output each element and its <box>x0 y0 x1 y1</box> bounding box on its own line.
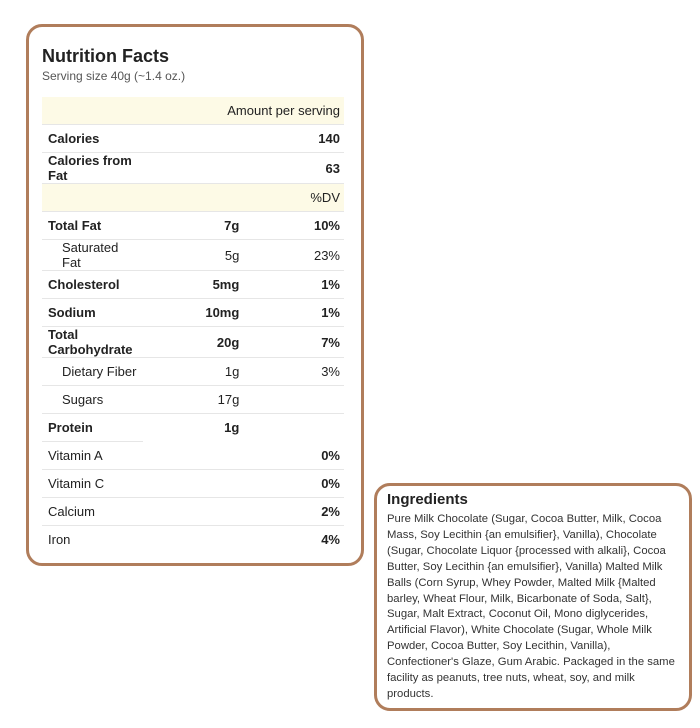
nutrient-row-vitamin-a <box>42 442 344 470</box>
calories-label: Calories <box>42 125 143 153</box>
nutrient-label: Iron <box>48 532 71 547</box>
nutrient-row-sugars <box>42 386 344 414</box>
nutrition-table <box>42 97 344 553</box>
calories-fat-value: 63 <box>143 153 344 184</box>
nutrient-amount: 1g <box>143 358 244 386</box>
nutrient-row-protein <box>42 414 344 442</box>
nutrient-amount <box>143 470 244 498</box>
nutrient-label: Total Carbohydrate <box>42 327 143 358</box>
nutrient-row-total-carbohydrate <box>42 327 344 358</box>
calories-fat-row <box>42 153 344 184</box>
nutrient-label: Cholesterol <box>42 271 143 299</box>
nutrient-label: Dietary Fiber <box>42 358 143 386</box>
amount-per-serving-label: Amount per serving <box>42 97 344 125</box>
nutrient-dv: 0% <box>243 442 344 470</box>
serving-size: Serving size 40g (~1.4 oz.) <box>42 69 186 83</box>
nutrient-row-iron <box>42 526 344 554</box>
nutrient-label: Saturated Fat <box>42 240 143 271</box>
nutrient-amount <box>143 442 244 470</box>
ingredients-title: Ingredients <box>387 491 468 508</box>
nutrient-row-cholesterol <box>42 271 344 299</box>
dv-header-row <box>42 184 344 212</box>
calories-value: 140 <box>143 125 344 153</box>
nutrition-title: Nutrition Facts <box>42 46 170 66</box>
ingredients-card <box>374 483 692 711</box>
nutrient-dv <box>243 386 344 414</box>
nutrient-dv: 23% <box>243 240 344 271</box>
nutrient-row-total-fat <box>42 212 344 240</box>
nutrient-dv: 1% <box>243 271 344 299</box>
nutrient-amount <box>143 498 244 526</box>
nutrient-amount: 1g <box>224 420 240 436</box>
nutrient-dv: 2% <box>243 498 344 526</box>
nutrient-label: Sodium <box>42 299 143 327</box>
nutrient-dv: 0% <box>243 470 344 498</box>
nutrient-amount <box>143 526 244 554</box>
nutrition-facts-card <box>26 24 364 566</box>
nutrient-label: Vitamin A <box>42 442 143 470</box>
nutrient-amount: 20g <box>143 327 244 358</box>
nutrient-dv: 4% <box>321 532 340 547</box>
nutrient-row-calcium <box>42 498 344 526</box>
nutrient-label: Sugars <box>42 386 143 414</box>
nutrient-row-sodium <box>42 299 344 327</box>
nutrient-dv: 7% <box>243 327 344 358</box>
nutrient-dv <box>243 414 344 442</box>
nutrient-label: Calcium <box>42 498 143 526</box>
nutrient-amount: 17g <box>143 386 244 414</box>
nutrient-row-dietary-fiber <box>42 358 344 386</box>
calories-row <box>42 125 344 153</box>
nutrient-row-saturated-fat <box>42 240 344 271</box>
calories-fat-label: Calories from Fat <box>42 153 143 184</box>
nutrient-amount: 7g <box>143 212 244 240</box>
nutrient-amount: 5g <box>143 240 244 271</box>
nutrient-label: Total Fat <box>42 212 143 240</box>
nutrient-amount: 10mg <box>143 299 244 327</box>
nutrient-amount: 5mg <box>143 271 244 299</box>
nutrient-dv: 10% <box>243 212 344 240</box>
nutrient-row-vitamin-c <box>42 470 344 498</box>
nutrient-label: Protein <box>42 414 143 442</box>
dv-header: %DV <box>42 184 344 212</box>
amount-per-serving-row <box>42 97 344 125</box>
ingredients-text: Pure Milk Chocolate (Sugar, Cocoa Butter, Milk, Cocoa Mass, Soy Lecithin {an emulsifier}, Vanilla), Chocolate (Sugar, Chocolate Liquor {processed with alkali}, Cocoa Butter, Soy Lecithin {an emulsifier}, Vanilla) Malted Milk Balls (Corn Syrup, Whey Powder, Malted Milk {Malted barley, Wheat Flour, Milk, Bicarbonate of Soda, Salt}, Sugar, Malt Extract, Coconut Oil, Mono diglycerides, Artificial Flavor), White Chocolate (Sugar, Whole Milk Powder, Cocoa Butter, Soy Lecithin, Vanilla), Confectioner's Glaze, Gum Arabic. Packaged in the same facility as peanuts, tree nuts, wheat, soy, and milk products. <box>387 513 675 700</box>
nutrient-dv: 1% <box>243 299 344 327</box>
nutrient-dv: 3% <box>243 358 344 386</box>
nutrient-label: Vitamin C <box>42 470 143 498</box>
